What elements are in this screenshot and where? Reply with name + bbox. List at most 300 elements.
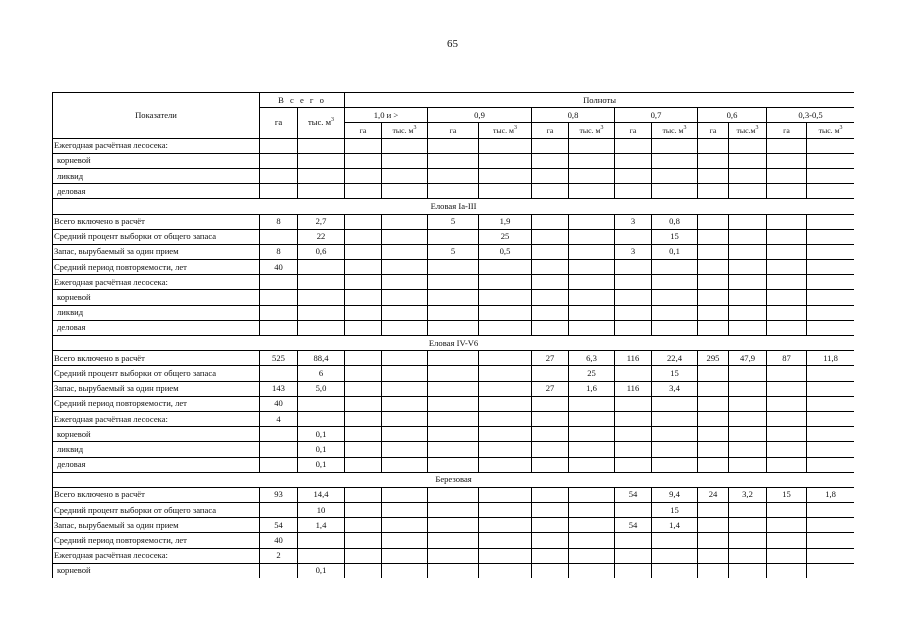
- table-cell: [615, 427, 652, 442]
- table-cell: 2: [260, 548, 298, 563]
- table-cell: [345, 244, 382, 259]
- table-cell: [345, 320, 382, 335]
- table-cell: 0,1: [298, 563, 345, 578]
- table-cell: [698, 548, 729, 563]
- table-cell: 9,4: [652, 487, 698, 502]
- table-cell: [807, 396, 855, 411]
- table-cell: [479, 411, 532, 426]
- table-row: [53, 229, 855, 244]
- table-cell: [729, 442, 767, 457]
- table-cell: 25: [569, 366, 615, 381]
- table-cell: [428, 457, 479, 472]
- table-cell: [532, 320, 569, 335]
- row-label: Средний период повторяемости, лет: [53, 260, 260, 275]
- table-cell: [382, 427, 428, 442]
- table-cell: [569, 427, 615, 442]
- table-cell: [382, 214, 428, 229]
- table-cell: [569, 184, 615, 199]
- table-cell: [382, 533, 428, 548]
- row-label: Средний период повторяемости, лет: [53, 533, 260, 548]
- table-cell: [298, 138, 345, 153]
- density-group-header: 0,6: [698, 108, 767, 123]
- table-cell: 4: [260, 411, 298, 426]
- table-cell: 6,3: [569, 351, 615, 366]
- table-cell: [428, 427, 479, 442]
- table-cell: [569, 244, 615, 259]
- table-cell: [298, 411, 345, 426]
- unit-volume-header: $тыс.м^3$: [729, 123, 767, 138]
- table-cell: [569, 518, 615, 533]
- table-cell: [729, 548, 767, 563]
- table-cell: [428, 305, 479, 320]
- table-cell: 22,4: [652, 351, 698, 366]
- table-cell: [428, 381, 479, 396]
- table-row: [53, 503, 855, 518]
- table-cell: [698, 411, 729, 426]
- table-cell: [807, 305, 855, 320]
- table-cell: [532, 457, 569, 472]
- table-cell: [532, 229, 569, 244]
- table-cell: [479, 184, 532, 199]
- table-cell: [428, 548, 479, 563]
- table-cell: [652, 153, 698, 168]
- table-cell: [729, 214, 767, 229]
- section-row: [53, 472, 855, 487]
- row-label: деловая: [53, 457, 260, 472]
- table-cell: [298, 548, 345, 563]
- table-cell: [569, 290, 615, 305]
- table-cell: [767, 503, 807, 518]
- table-cell: [767, 138, 807, 153]
- table-cell: [532, 548, 569, 563]
- table-cell: [345, 168, 382, 183]
- table-cell: [652, 320, 698, 335]
- table-cell: [698, 320, 729, 335]
- table-cell: [569, 411, 615, 426]
- table-cell: [479, 153, 532, 168]
- table-row: [53, 290, 855, 305]
- table-cell: 40: [260, 260, 298, 275]
- table-cell: [260, 366, 298, 381]
- table-cell: [652, 548, 698, 563]
- table-cell: 3,4: [652, 381, 698, 396]
- page-number: 65: [447, 38, 458, 50]
- table-cell: 116: [615, 351, 652, 366]
- table-cell: [298, 320, 345, 335]
- table-cell: [428, 563, 479, 578]
- table-cell: [479, 487, 532, 502]
- table-cell: [767, 411, 807, 426]
- table-cell: [615, 533, 652, 548]
- table-cell: [382, 548, 428, 563]
- table-cell: [532, 138, 569, 153]
- table-cell: [698, 518, 729, 533]
- density-group-header: 1,0 и >: [345, 108, 428, 123]
- table-cell: [729, 229, 767, 244]
- table-cell: [345, 153, 382, 168]
- table-cell: 22: [298, 229, 345, 244]
- table-cell: [698, 305, 729, 320]
- row-label: корневой: [53, 427, 260, 442]
- table-cell: 8: [260, 244, 298, 259]
- table-cell: [569, 457, 615, 472]
- table-cell: 5: [428, 244, 479, 259]
- table-cell: [260, 320, 298, 335]
- table-cell: [729, 396, 767, 411]
- table-cell: [382, 366, 428, 381]
- table-cell: [615, 260, 652, 275]
- table-cell: [807, 548, 855, 563]
- table-cell: [345, 548, 382, 563]
- row-label: Ежегодная расчётная лесосека:: [53, 548, 260, 563]
- table-cell: [569, 153, 615, 168]
- header-total: В с е г о: [260, 93, 345, 108]
- table-cell: [767, 442, 807, 457]
- table-cell: [767, 275, 807, 290]
- table-cell: [382, 442, 428, 457]
- table-cell: [729, 153, 767, 168]
- table-cell: [569, 229, 615, 244]
- row-label: ликвид: [53, 305, 260, 320]
- row-label: Ежегодная расчётная лесосека:: [53, 275, 260, 290]
- table-cell: [479, 427, 532, 442]
- table-cell: 0,1: [652, 244, 698, 259]
- table-cell: [569, 168, 615, 183]
- table-row: [53, 563, 855, 578]
- table-cell: [615, 548, 652, 563]
- table-cell: [767, 305, 807, 320]
- table-row: [53, 138, 855, 153]
- row-label: Ежегодная расчётная лесосека:: [53, 138, 260, 153]
- table-cell: [532, 153, 569, 168]
- table-cell: 1,9: [479, 214, 532, 229]
- table-cell: [729, 563, 767, 578]
- table-cell: [652, 442, 698, 457]
- table-cell: 6: [298, 366, 345, 381]
- table-cell: [698, 533, 729, 548]
- row-label: Средний процент выборки от общего запаса: [53, 503, 260, 518]
- table-cell: 1,8: [807, 487, 855, 502]
- table-cell: [729, 168, 767, 183]
- table-cell: [532, 533, 569, 548]
- unit-volume-header: тыс. $м^3$: [807, 123, 855, 138]
- table-cell: [615, 563, 652, 578]
- table-cell: [382, 411, 428, 426]
- table-cell: [767, 396, 807, 411]
- table-cell: [569, 533, 615, 548]
- table-cell: 27: [532, 381, 569, 396]
- table-cell: [382, 260, 428, 275]
- unit-ha-header: га: [428, 123, 479, 138]
- table-cell: [615, 290, 652, 305]
- table-cell: 295: [698, 351, 729, 366]
- table-cell: [569, 396, 615, 411]
- table-cell: [807, 184, 855, 199]
- table-cell: 0,1: [298, 427, 345, 442]
- table-cell: [615, 229, 652, 244]
- table-cell: [807, 214, 855, 229]
- table-cell: 525: [260, 351, 298, 366]
- table-cell: [428, 533, 479, 548]
- table-cell: 143: [260, 381, 298, 396]
- table-cell: [615, 275, 652, 290]
- table-cell: [698, 457, 729, 472]
- table-cell: [382, 153, 428, 168]
- table-cell: [532, 244, 569, 259]
- table-cell: 116: [615, 381, 652, 396]
- table-cell: [532, 396, 569, 411]
- table-row: [53, 427, 855, 442]
- table-row: [53, 351, 855, 366]
- table-cell: [729, 366, 767, 381]
- table-cell: 15: [652, 229, 698, 244]
- table-cell: [428, 518, 479, 533]
- forest-cutting-table: [52, 92, 854, 578]
- unit-ha-header: га: [698, 123, 729, 138]
- table-cell: [298, 153, 345, 168]
- table-cell: 54: [615, 518, 652, 533]
- table-cell: 27: [532, 351, 569, 366]
- table-cell: [345, 138, 382, 153]
- table-cell: [807, 503, 855, 518]
- table-cell: [767, 244, 807, 259]
- table-cell: [767, 168, 807, 183]
- table-row: [53, 396, 855, 411]
- table-cell: [698, 275, 729, 290]
- table-cell: [569, 487, 615, 502]
- table-cell: [698, 229, 729, 244]
- table-cell: [345, 503, 382, 518]
- table-cell: [260, 427, 298, 442]
- table-cell: [382, 138, 428, 153]
- table-cell: [729, 290, 767, 305]
- table-cell: [479, 138, 532, 153]
- table-cell: [345, 290, 382, 305]
- unit-ha-header: га: [532, 123, 569, 138]
- table-cell: [382, 487, 428, 502]
- density-group-header: 0,7: [615, 108, 698, 123]
- table-cell: 0,1: [298, 442, 345, 457]
- table-cell: [569, 138, 615, 153]
- table-cell: [382, 503, 428, 518]
- table-cell: 88,4: [298, 351, 345, 366]
- table-cell: [260, 168, 298, 183]
- table-cell: [615, 457, 652, 472]
- table-cell: [652, 533, 698, 548]
- table-cell: 40: [260, 533, 298, 548]
- table-cell: [729, 457, 767, 472]
- table-cell: [615, 503, 652, 518]
- density-group-header: 0,8: [532, 108, 615, 123]
- table-cell: [479, 168, 532, 183]
- table-cell: 40: [260, 396, 298, 411]
- table-cell: [260, 153, 298, 168]
- table-cell: [479, 366, 532, 381]
- table-cell: [532, 260, 569, 275]
- table-cell: [652, 563, 698, 578]
- table-cell: 0,1: [298, 457, 345, 472]
- table-cell: [729, 305, 767, 320]
- table-cell: 3: [615, 244, 652, 259]
- table-cell: [615, 168, 652, 183]
- table-cell: [698, 427, 729, 442]
- table-cell: [767, 153, 807, 168]
- table-cell: 8: [260, 214, 298, 229]
- table-cell: [767, 548, 807, 563]
- table-row: [53, 275, 855, 290]
- table-cell: [729, 427, 767, 442]
- table-row: [53, 442, 855, 457]
- table-cell: 0,8: [652, 214, 698, 229]
- table-cell: [479, 320, 532, 335]
- row-label: ликвид: [53, 442, 260, 457]
- table-cell: [569, 275, 615, 290]
- table-cell: [532, 411, 569, 426]
- header-densities: Полноты: [345, 93, 855, 108]
- table-cell: [807, 563, 855, 578]
- table-cell: [382, 457, 428, 472]
- section-row: [53, 199, 855, 214]
- row-label: деловая: [53, 184, 260, 199]
- table-cell: [345, 396, 382, 411]
- total-ha-header: га: [260, 108, 298, 138]
- table-cell: [479, 290, 532, 305]
- table-cell: [532, 518, 569, 533]
- table-cell: [615, 153, 652, 168]
- total-volume-header: тыс. $м^3$: [298, 108, 345, 138]
- table-cell: [652, 184, 698, 199]
- table-cell: [729, 260, 767, 275]
- table-cell: [382, 275, 428, 290]
- table-row: [53, 168, 855, 183]
- table-cell: 3,2: [729, 487, 767, 502]
- table-cell: [698, 381, 729, 396]
- table-cell: [729, 503, 767, 518]
- density-group-header: 0,9: [428, 108, 532, 123]
- row-label: Всего включено в расчёт: [53, 487, 260, 502]
- table-cell: [729, 244, 767, 259]
- table-cell: [807, 518, 855, 533]
- table-row: [53, 305, 855, 320]
- table-cell: [382, 518, 428, 533]
- table-cell: [382, 168, 428, 183]
- table-cell: [569, 305, 615, 320]
- table-cell: [615, 184, 652, 199]
- table-cell: [298, 533, 345, 548]
- table-cell: [382, 320, 428, 335]
- table-cell: [767, 518, 807, 533]
- row-label: Ежегодная расчётная лесосека:: [53, 411, 260, 426]
- table-cell: [428, 366, 479, 381]
- row-label: Средний период повторяемости, лет: [53, 396, 260, 411]
- table-cell: [807, 366, 855, 381]
- table-cell: [428, 396, 479, 411]
- table-cell: 15: [652, 366, 698, 381]
- table-cell: [532, 487, 569, 502]
- row-label: Средний процент выборки от общего запаса: [53, 229, 260, 244]
- table-cell: [345, 214, 382, 229]
- table-cell: [569, 442, 615, 457]
- row-label: корневой: [53, 563, 260, 578]
- table-cell: [729, 518, 767, 533]
- table-cell: [698, 168, 729, 183]
- table-cell: 15: [652, 503, 698, 518]
- table-cell: 3: [615, 214, 652, 229]
- table-row: [53, 518, 855, 533]
- table-cell: [615, 366, 652, 381]
- table-cell: [767, 260, 807, 275]
- table-cell: [428, 229, 479, 244]
- unit-volume-header: тыс. $м^3$: [479, 123, 532, 138]
- table-cell: [428, 442, 479, 457]
- unit-ha-header: га: [345, 123, 382, 138]
- table-cell: [698, 366, 729, 381]
- table-cell: 25: [479, 229, 532, 244]
- table-cell: [260, 275, 298, 290]
- table-cell: [479, 381, 532, 396]
- table-row: [53, 214, 855, 229]
- table-cell: [807, 229, 855, 244]
- unit-ha-header: га: [767, 123, 807, 138]
- table-cell: [652, 275, 698, 290]
- row-label: Всего включено в расчёт: [53, 214, 260, 229]
- table-cell: [382, 229, 428, 244]
- table-row: [53, 533, 855, 548]
- table-cell: [428, 184, 479, 199]
- table-cell: [298, 290, 345, 305]
- table-cell: 2,7: [298, 214, 345, 229]
- table-cell: [532, 503, 569, 518]
- table-cell: [698, 184, 729, 199]
- table-cell: [698, 442, 729, 457]
- table-cell: [298, 168, 345, 183]
- table-cell: [615, 411, 652, 426]
- table-cell: [615, 138, 652, 153]
- table-cell: [260, 184, 298, 199]
- forest-table-container: [52, 92, 854, 580]
- table-cell: 47,9: [729, 351, 767, 366]
- table-cell: 0,6: [298, 244, 345, 259]
- table-cell: [807, 457, 855, 472]
- table-cell: [479, 457, 532, 472]
- table-cell: [298, 275, 345, 290]
- table-cell: [428, 487, 479, 502]
- table-row: [53, 184, 855, 199]
- table-row: [53, 320, 855, 335]
- row-label: Средний процент выборки от общего запаса: [53, 366, 260, 381]
- table-cell: [345, 563, 382, 578]
- table-cell: [532, 563, 569, 578]
- table-cell: 5,0: [298, 381, 345, 396]
- table-cell: [428, 260, 479, 275]
- table-cell: [767, 457, 807, 472]
- table-cell: [652, 427, 698, 442]
- row-label: корневой: [53, 290, 260, 305]
- table-cell: [767, 229, 807, 244]
- table-row: [53, 548, 855, 563]
- table-cell: [298, 396, 345, 411]
- table-cell: [652, 396, 698, 411]
- table-cell: [260, 229, 298, 244]
- table-cell: [532, 442, 569, 457]
- table-cell: [729, 138, 767, 153]
- table-cell: 11,8: [807, 351, 855, 366]
- table-cell: [298, 184, 345, 199]
- table-cell: [698, 260, 729, 275]
- table-cell: [532, 214, 569, 229]
- table-cell: [428, 153, 479, 168]
- density-group-header: 0,3-0,5: [767, 108, 855, 123]
